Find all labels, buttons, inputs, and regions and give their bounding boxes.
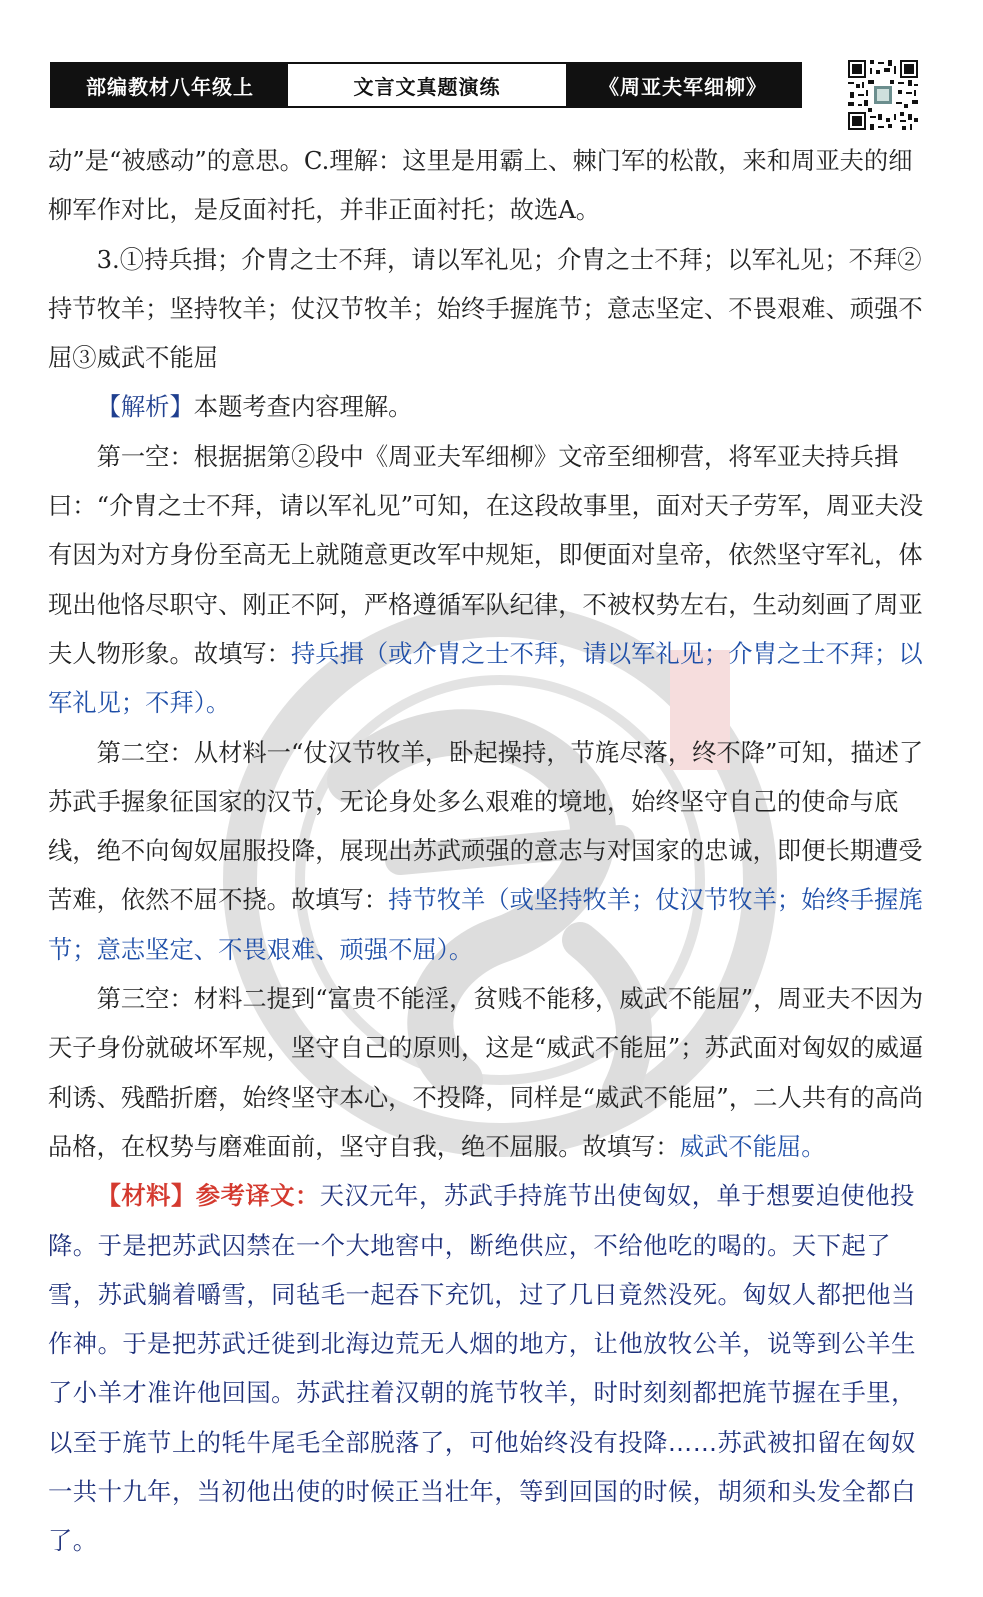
paragraph-blank-1 — [48, 432, 924, 728]
header-grade-label: 部编教材八年级上 — [52, 64, 288, 106]
blank-3-answer: 威武不能屈。 — [679, 1131, 826, 1161]
paragraph-answer-3: 3.①持兵揖；介胄之士不拜，请以军礼见；介胄之士不拜；以军礼见；不拜②持节牧羊；坚持牧羊；仗汉节牧羊；始终手握旄节；意志坚定、不畏艰难、顽强不屈③威武不能屈 — [48, 244, 923, 373]
header-lesson-title: 《周亚夫军细柳》 — [566, 64, 800, 106]
blank-1-reasoning: 第一空：根据据第②段中《周亚夫军细柳》文帝至细柳营，将军亚夫持兵揖曰：“介胄之士不拜，请以军礼见”可知，在这段故事里，面对天子劳军，周亚夫没有因为对方身份至高无上就随意更改军中规矩，即便面对皇帝，依然坚守军礼，体现出他恪尽职守、刚正不阿，严格遵循军队纪律，不被权势左右，生动刻画了周亚夫人物形象。故填写： — [48, 441, 924, 668]
document-body — [48, 136, 924, 1566]
paragraph-translation — [48, 1171, 924, 1565]
paragraph-blank-2 — [48, 728, 924, 974]
header-banner — [50, 62, 802, 108]
blank-2-reasoning: 第二空：从材料一“仗汉节牧羊，卧起操持，节旄尽落，终不降”可知，描述了苏武手握象征国家的汉节，无论身处多么艰难的境地，始终坚守自己的使命与底线，绝不向匈奴屈服投降，展现出苏武顽强的意志与对国家的忠诚，即便长期遭受苦难，依然不屈不挠。故填写： — [48, 737, 924, 915]
analysis-text: 本题考查内容理解。 — [193, 392, 413, 422]
paragraph-blank-3 — [48, 974, 924, 1171]
material-tag: 【材料】 — [96, 1181, 196, 1211]
translation-text: 天汉元年，苏武手持旄节出使匈奴，单于想要迫使他投降。于是把苏武囚禁在一个大地窖中，断绝供应，不给他吃的喝的。天下起了雪，苏武躺着嚼雪，同毡毛一起吞下充饥，过了几日竟然没死。匈奴人都把他当作神。于是把苏武迁徙到北海边荒无人烟的地方，让他放牧公羊，说等到公羊生了小羊才准许他回国。苏武拄着汉朝的旄节牧羊，时时刻刻都把旄节握在手里，以至于旄节上的牦牛尾毛全部脱落了，可他始终没有投降……苏武被扣留在匈奴一共十九年，当初他出使的时候正当壮年，等到回国的时候，胡须和头发全都白了。 — [48, 1181, 916, 1556]
qr-code-icon — [846, 58, 920, 132]
reference-translation-tag: 参考译文： — [195, 1181, 320, 1211]
header-section-title: 文言文真题演练 — [288, 64, 566, 106]
blank-1-answer: 持兵揖（或介胄之士不拜，请以军礼见；介胄之士不拜；以军礼见；不拜）。 — [48, 638, 923, 718]
blank-3-reasoning: 第三空：材料二提到“富贵不能淫，贫贱不能移，威武不能屈”，周亚夫不因为天子身份就破坏军规，坚守自己的原则，这是“威武不能屈”；苏武面对匈奴的威逼利诱、残酷折磨，始终坚守本心，不投降，同样是“威武不能屈”，二人共有的高尚品格，在权势与磨难面前，坚守自我，绝不屈服。故填写： — [48, 984, 924, 1161]
paragraph-analysis — [48, 382, 924, 431]
analysis-tag: 【解析】 — [96, 392, 194, 422]
blank-2-answer: 持节牧羊（或坚持牧羊；仗汉节牧羊；始终手握旄节；意志坚定、不畏艰难、顽强不屈）。 — [48, 885, 923, 964]
paragraph-explanation-continued: 动”是“被感动”的意思。C.理解：这里是用霸上、棘门军的松散，来和周亚夫的细柳军作对比，是反面衬托，并非正面衬托；故选A。 — [48, 146, 913, 225]
